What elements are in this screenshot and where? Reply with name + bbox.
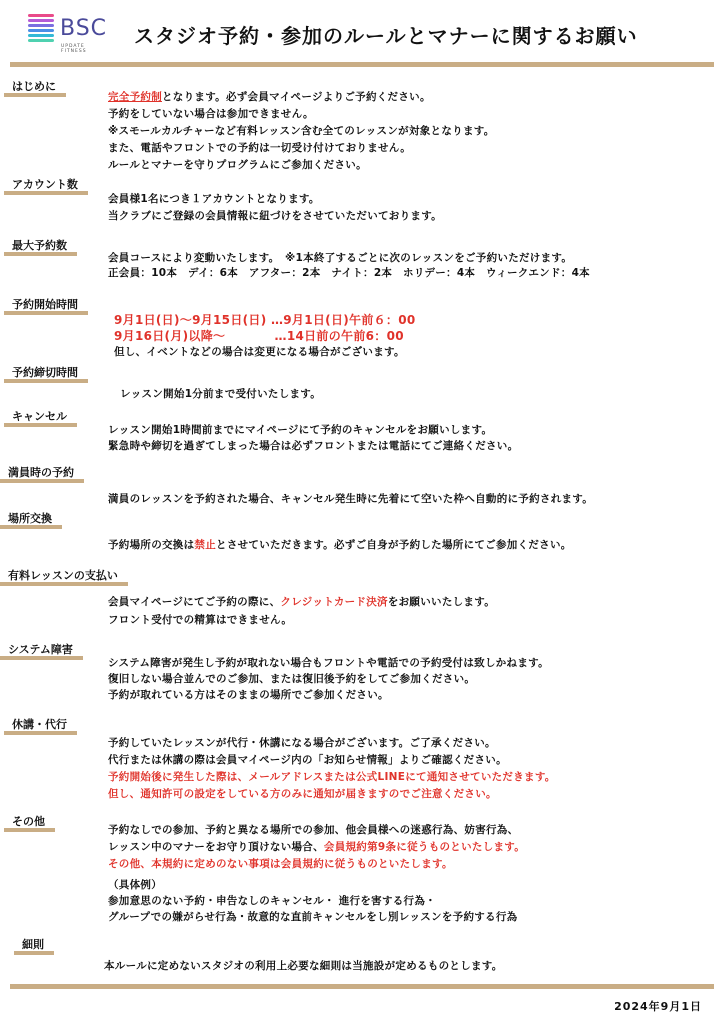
- logo-subtext: UPDATE FITNESS: [61, 44, 87, 54]
- section-label-deadline: 予約締切時間: [4, 364, 88, 383]
- pay-highlight: クレジットカード決済: [280, 596, 388, 608]
- system-line-3: 予約が取れている方はそのままの場所でご参加ください。: [108, 689, 389, 701]
- section-label-cancel: キャンセル: [4, 408, 77, 427]
- start-line-2: 9月16日(月)以降～ …14日前の午前6：00: [114, 329, 404, 343]
- section-label-max: 最大予約数: [4, 237, 77, 256]
- logo-text: BSC: [60, 16, 108, 41]
- hajimeni-line-1: [108, 89, 431, 104]
- account-line-1: 会員様1名につき１アカウントとなります。: [108, 193, 320, 205]
- page-title: スタジオ予約・参加のルールとマナーに関するお願い: [134, 24, 638, 48]
- section-label-full: 満員時の予約: [0, 464, 84, 483]
- other-line-2: [108, 839, 525, 854]
- max-line-2: 正会員：10本 デイ：6本 アフター：2本 ナイト：2本 ホリデー：4本 ウィークエンド：4本: [108, 267, 590, 279]
- other-line-4: （具体例）: [108, 879, 162, 891]
- max-line-1: 会員コースにより変動いたします。 ※1本終了するごとに次のレッスンをご予約いただけます。: [108, 252, 573, 264]
- section-label-system: システム障害: [0, 641, 83, 660]
- system-line-2: 復旧しない場合並んでのご参加、または復旧後予約をしてご参加ください。: [108, 673, 476, 685]
- detail-line-1: 本ルールに定めないスタジオの利用上必要な細則は当施設が定めるものとします。: [104, 960, 503, 972]
- section-label-detail: 細則: [14, 936, 54, 955]
- place-line-1: [108, 537, 572, 552]
- bottom-divider: [10, 984, 714, 989]
- start-line-3: 但し、イベントなどの場合は変更になる場合がございます。: [114, 346, 405, 358]
- hajimeni-line-1-rest: となります。必ず会員マイページよりご予約ください。: [162, 91, 431, 103]
- other-line-5: 参加意思のない予約・申告なしのキャンセル・ 進行を害する行為・: [108, 895, 436, 907]
- pay-line-1-b: をお願いいたします。: [387, 596, 495, 608]
- section-label-account: アカウント数: [4, 176, 88, 195]
- other-line-6: グループでの嫌がらせ行為・故意的な直前キャンセルをし別レッスンを予約する行為: [108, 911, 518, 923]
- other-highlight: 会員規約第9条に従うものといたします。: [323, 841, 526, 853]
- logo-mark-icon: [28, 14, 56, 50]
- section-label-pay: 有料レッスンの支払い: [0, 567, 128, 586]
- cancel-line-2: 緊急時や締切を過ぎてしまった場合は必ずフロントまたは電話にてご連絡ください。: [108, 440, 519, 452]
- pay-line-1: [108, 594, 495, 609]
- place-highlight: 禁止: [194, 539, 217, 551]
- system-line-1: システム障害が発生し予約が取れない場合もフロントや電話での予約受付は致しかねます。: [108, 657, 549, 669]
- pay-line-1-a: 会員マイページにてご予約の際に、: [108, 596, 281, 608]
- hajimeni-line-3: ※スモールカルチャーなど有料レッスン含む全てのレッスンが対象となります。: [108, 125, 495, 137]
- section-label-other: その他: [4, 813, 55, 832]
- hajimeni-highlight: 完全予約制: [108, 91, 162, 103]
- cancel-line-1: レッスン開始1時間前までにマイページにて予約のキャンセルをお願いします。: [108, 424, 493, 436]
- place-line-1-b: とさせていただきます。必ずご自身が予約した場所にてご参加ください。: [216, 539, 572, 551]
- substitute-line-2: 代行または休講の際は会員マイページ内の「お知らせ情報」よりご確認ください。: [108, 754, 507, 766]
- section-label-hajimeni: はじめに: [4, 78, 66, 97]
- substitute-line-3: 予約開始後に発生した際は、メールアドレスまたは公式LINEにて通知させていただきます。: [108, 771, 556, 783]
- section-label-substitute: 休講・代行: [4, 716, 77, 735]
- account-line-2: 当クラブにご登録の会員情報に紐づけをさせていただいております。: [108, 210, 442, 222]
- issue-date: 2024年9月1日: [614, 1000, 702, 1013]
- logo: [28, 14, 108, 54]
- place-line-1-a: 予約場所の交換は: [108, 539, 195, 551]
- pay-line-2: フロント受付での精算はできません。: [108, 614, 293, 626]
- deadline-line-1: レッスン開始1分前まで受付いたします。: [120, 388, 322, 400]
- start-line-1: 9月1日(日)～9月15日(日) …9月1日(日)午前６：00: [114, 313, 416, 327]
- substitute-line-1: 予約していたレッスンが代行・休講になる場合がございます。ご了承ください。: [108, 737, 496, 749]
- top-divider: [10, 62, 714, 67]
- hajimeni-line-5: ルールとマナーを守りプログラムにご参加ください。: [108, 159, 367, 171]
- section-label-place: 場所交換: [0, 510, 62, 529]
- section-label-start: 予約開始時間: [4, 296, 88, 315]
- other-line-2-a: レッスン中のマナーをお守り頂けない場合、: [108, 841, 324, 853]
- other-line-1: 予約なしでの参加、予約と異なる場所での参加、他会員様への迷惑行為、妨害行為、: [108, 824, 519, 836]
- hajimeni-line-4: また、電話やフロントでの予約は一切受け付けておりません。: [108, 142, 412, 154]
- hajimeni-line-2: 予約をしていない場合は参加できません。: [108, 108, 314, 120]
- other-line-3: その他、本規約に定めのない事項は会員規約に従うものといたします。: [108, 858, 453, 870]
- full-line-1: 満員のレッスンを予約された場合、キャンセル発生時に先着にて空いた枠へ自動的に予約されます。: [108, 493, 594, 505]
- substitute-line-4: 但し、通知許可の設定をしている方のみに通知が届きますのでご注意ください。: [108, 788, 497, 800]
